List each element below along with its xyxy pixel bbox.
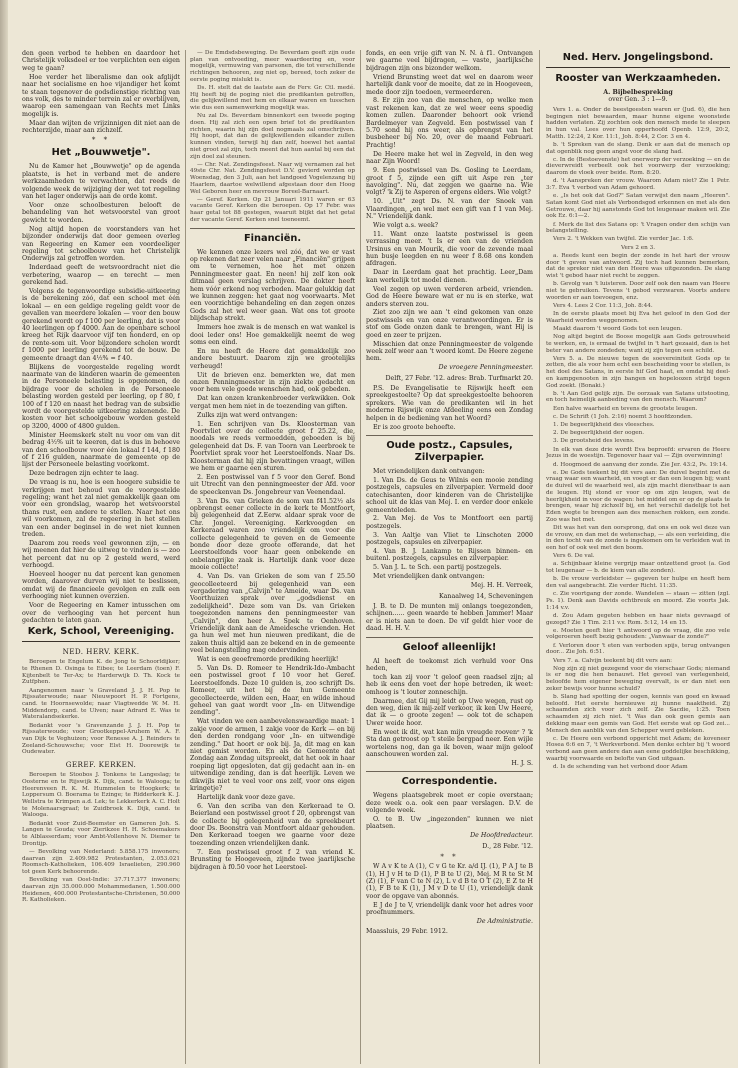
study-note: Maakt daarom 't woord Gods tot een leugen.: [553, 325, 683, 332]
study-note: c. Zie voortgang der zonde. Wandelen — staan — zitten (zgl. Ps. 1). Denk aan Davids echtbreuk en moord. Zie voorts Jak. 1:14 v.v.: [546, 591, 730, 611]
news-item: Nu zal Ds. Beverdam binnenkort een tweede poging doen. Hij zal zich een open brief tot de predikanten richten, waarin hij zijn doel nogmaals zal omschrijven. Hij hoopt, dat dan de gelijkwillenden elkander zullen kunnen vinden, terwijl hij dan zelf, hoewel het aantal niet groot zal zijn, toch meent dat hun aantal bij een dat zijn doel zal steunen.: [190, 113, 355, 160]
study-note: b. Gevolg van 't luisteren. Door zelf ook den naam van Heere niet te gebruiken. Tevens 't gebod verzwaren. Voorts andere woorden er aan toevoegen, enz.: [546, 281, 730, 301]
article-paragraph: 2. Van Mej. de Vos te Montfoort een partij postzegels.: [366, 515, 533, 530]
study-note: b. Slang had spotting der oogen, kennis van goed en kwaad beloofd. Het eerste hernieuwe zij hunne naaktheid. Zij schaamden zich voor zich zelf. Zie Sacdie, 1:25. Toen schaamden zij zich niet. 't Was dan ook geen gemis aan dekking maar een gemis van God. Het eerste wat op God zei... Mensch den aanblik van den Schepper werd gebleken.: [546, 694, 730, 734]
study-note: Vers 2. 't Wekken van twijfel. Zie verder Jac. 1:6.: [553, 236, 694, 243]
article-paragraph: Nog altijd hopen de voorstanders van het bijzonder onderwijs dat door gemeen overleg van Regeering en Kamer een voordeeliger regeling tot schoolbouw van het Christelijk Onderwijs zal getroffen worden.: [22, 225, 180, 263]
study-note: Vers 5. a. De nieuwe tegen de soevereiniteit Gods op te zetten, die als voor hem echt een bescheiding voor te stellen, is het doel des Satans, in eerste hif God haat, en omdat hij deel- en kampgenooten in zijn bangen en hopeloozen strijd tegen God zoekt. (Bonaki.): [546, 355, 730, 389]
study-note: a. Reeds kunt een begin der zonde in het hart der vrouw door 't geven van antwoord. Zij toch had kunnen bemerken, dat de spreker niet van den Heere was uitgezonden. De slang wist 't gebod haar niet recht te zeggen.: [546, 252, 730, 279]
article-paragraph: Voor de Regeering en Kamer intusschen om over de verhooging van het percent hun gedachten te laten gaan.: [22, 602, 180, 624]
article-paragraph: 8. Er zijn zoo van die menschen, op welke men vast rekenen kan, dat ze wel weer eens spoedig komen zullen. Daaronder behoort ook vriend Bardelmeyer van Zegveld. Een postwissel van f 5.70 sond hij ons weer, als opbrengst van het busbeheer bij No. 20, over de maand Februari. Prachtig!: [366, 97, 533, 149]
article-paragraph: Vriend Brunsting weet dat wel en daarom weer hartelijk dank voor de moeite, dat ze in Hoogeveen, mede door zijn toedoen, vermeerderen.: [366, 73, 533, 96]
article-paragraph: 1. Een schrijven van Ds. Kloosterman van Poortvliet over de collecte groot f 25.22, die, noodals we reeds vermoedden, geboeden is bij gelegenheid dat Ds. F. van Toorn van Leerbroek te Poortvliet sprak voor het Leerstoelfonds. Naar Ds. Kloosterman dat hij zijn bevattingen vraagt, willen we hem er gaarne een sturen.: [190, 420, 355, 472]
subheading-geref-kerken: GEREF. KERKEN.: [65, 760, 137, 770]
column-rule: [539, 50, 540, 1064]
separator-stars: * *: [440, 853, 459, 862]
church-news-paragraph: Beroepen te Stoobos J. Tonkens te Langeslag; te Oosterne en te Rijswijk K. Dijk, cand. te Walooga; te Heerenveen R. K. M. Hummelen te Hoogkerk; te Loppersum O. Boerama te Ezinge; te Ridderkerk K. J. Wellstra te Krimpen a.d. Lek; te Lekkerkerk A. C. Holt te Molenaarsgraaf; te Zuidbroek K. Dijk, cand. te Walooga.: [22, 772, 180, 819]
article-paragraph: Hoe verder het liberalisme dan ook afglijdt naar het socialisme en hoe vijandiger het komt te staan tegenover de godsdienstige richting van ons volk, des te minder terrein zal er overblijven, waarop een samengaan van Rechts met Links mogelijk is.: [22, 73, 180, 118]
article-paragraph: Immers hoe zwak is de mensch en wat wankel is dooi leder ons! Hoe gemakkelijk neemt de weg soms een eind.: [190, 324, 355, 346]
article-paragraph: Nu de Kamer het „Bouwwetje" op de agenda plaatste, is het in verband met de andere werkzaamheden te verwachten, dat reeds de volgende week de wijziging der wet tot regeling van het lager onderwijs aan de orde komt.: [22, 163, 180, 201]
study-note: c. De Heere een verbond opgericht met Adam; de koveneer Hosea 6:6 en 7, 't Werkverbond. Men denke echter bij 't woord verbond aan geen andere dan aan eene goddelijke beschikking, waarbij voorwaarde en belofte van God uitgaan.: [546, 735, 730, 762]
article-paragraph: Met vriendelijken dank ontvangen:: [373, 573, 485, 581]
article-paragraph: 3. Van Aaltje van Vliet te Linschoten 2000 postzegels, capsules en zilverpapier.: [366, 531, 533, 547]
signature-address: Kanaalweg 14, Scheveningen: [438, 592, 533, 600]
study-note: e. Moeten geeft hier 't antwoord op de vraag, die zoo vele volgeroeren heeft bezig gehouden: „Vanwaar de zonde?": [546, 627, 730, 641]
article-paragraph: Daar in Leerdam gaat het prachtig. Leer„Dam kan werkelijk tot model dienen.: [366, 269, 533, 284]
article-paragraph: Zulks zijn wat werd ontvangen:: [197, 411, 298, 419]
divider: [366, 637, 533, 638]
article-paragraph: 4. Van B. J. Lankamp te Rijssen binnen- en buitenl. postzegels, capsules en zilverpapier.: [366, 548, 533, 563]
study-note: d. Hoogmoed de aanvang der zonde. Zie Jer. 43:2, Ps. 19:14.: [553, 461, 728, 468]
article-paragraph: 10. „Uit" zegt Ds. N. van der Snoek van Vlaardingen, „en wel met een gift van f 1 van Mej. N." Vriendelijk dank.: [366, 198, 533, 221]
article-paragraph: P.S. De Evangelisatie te Rijswijk heeft een spreekgestoelte? Op dat spreekgestoelte behooren sprekers. Wie van de predikanten wil in het moderne Rijswijk onze Afdeeling eens een Zondag helpen in de bediening van het Woord?: [366, 385, 533, 422]
article-paragraph: Wie volgt a.s. week?: [373, 221, 439, 229]
article-paragraph: 4. Van Ds. van Grieken de som van f 25.50 geocolleeteerd bij gelegenheid van een vergadering van „Calvijn" te Ameide, waar Ds. van Voorthuizen sprak over „godsdienst en zedelijkheid". Deze som van Ds. van Grieken toegezonden namens den penningmeester van „Calvijn", den heer A. Spek te Oenhoven. Vriendelijk dank aan de Ameidesche vrienden. Het ga hun wel met hun nieuwen predikant, die de zaken thuis altijd aan ze bekend en in de gemeente veel belangstelling mag ondervinden.: [190, 573, 355, 655]
study-note: d. Zou Adam gegeten hebben en haar niets gevraagd of gezegd? Zie 1 Tim. 2:11 v.v. Rom. 5:12, 14 en 15.: [546, 612, 730, 626]
article-paragraph: De Heere make het wel in Zegveld, in den weg naar Zijn Woord!: [366, 150, 533, 166]
study-note: In elk van deze drie wordt Eva beproefd: ervaren de Heere Jezus in de woestijn. Tegenover haar val — Zijn overwinning!: [546, 446, 730, 460]
study-note: e. „Is het ook dat God?" Satan verwijst den naam „Heeren". Satan komt God niet als Verbondsgod erkennen en met als den Getrouwe, daar hij aanstonds God tot leugenaar maken wil. Zie ook Ez. 6:1—2.: [546, 193, 730, 220]
article-paragraph: Volgens de tegenwoordige subsidie-uitkeering is de berekening zóó, dat een school met één lokaal — en een geldige regeling geldt voor de gevallen van meerdere lokalen — voor den bouw gerekend wordt op f 100 per leerling, dat is voor 40 leerlingen op f 4000. Aan de openbare school kreeg het Rijk daarvoor vijf ten honderd, en op de rente-som uit. Voor bijzondere scholen wordt f 1000 per leerling gerekend tot de bouw. De gemeente draagt dan 4½% = f 40.: [22, 287, 180, 362]
article-paragraph: 2. Een postwissel van f 5 voor den Geref. Bond uit Utrecht van den penningmeester der Afd. voor de speeckenvan Ds. Jongebreur van Veenendaal.: [190, 473, 355, 496]
divider: [366, 771, 533, 772]
article-paragraph: W A v K te A (1), C v G te Kr. a/d IJ. (1), P A J te B (1), H J v H te D (1), P B te U (2), Mej. M R te St M (Z) (1), F van C te N (2), L v d B te O T (2), E Z te H (1), F B te K (1), J M v D te U (1), vriendelijk dank voor de opgave van abonnés.: [366, 863, 533, 900]
subheading-scripture: over Gen. 3 : 1—9.: [608, 96, 668, 104]
study-note: Vers 7. a. Calvijn teekent bij dit vers aan:: [553, 657, 673, 664]
signature-date: Delft, 27 Febr. '12. adres: Brab. Turfmarkt 20.: [385, 374, 533, 382]
article-paragraph: Wegens plaatsgebrek moet er copie overstaan; deze week o.a. ook een paar verslagen. D.V. de volgende week.: [366, 792, 533, 815]
poem-stanza: Al heeft de toekomst zich verhuld voor Ons heden,: [366, 657, 533, 673]
poem-stanza: toch kan zij voor 't geloof geen raadsel zijn; al heb ik eens den voet der hope betreden, ik weet: omhoog is 't louter zonneschijn.: [366, 673, 533, 696]
article-paragraph: 3. Van Ds. van Grieken de som van f41.52½ als opbrengst eener collecte in de kerk te Montfoort, bij gelegenheid dat Z.Eerw. aldaar sprak voor de Chr. Jongel. Vereeniging. Kerkvoogden en Kerkeraad waren zoo vriendelijk om voor die collecte gelegenheid te geven en de Gemeente bonde door deze groote offerande, dat het Leerstoelfonds voor haar geen onbekende en onbelangrijke zaak is. Hartelijk dank voor deze mooie collecte!: [190, 497, 355, 572]
article-paragraph: fonds, en een vrije gift van N. N. à f1. Ontvangen we gaarne veel bijdragen, — vaste, jaarlijksche bijdragen zijn ons bizonder welkom.: [366, 50, 533, 72]
study-note: 1. De begeerlijkheid des vleesches.: [553, 422, 655, 429]
study-note: d. 't Aanspreken der vrouw. Waarom Adam niet? Zie 1 Petr. 3:7. Eva 't verbod van Adam gehoord.: [546, 178, 730, 192]
article-paragraph: Wat vinden we een aanbevelenswaardige maat: 1 zakje voor de armen, 1 zakje voor de Kerk — en bij den derden rondgang voor „In- en uitwendige zending." Dat hoort er ook bij. Ja, dit mag en kan niet gemist worden. En als de Gemeente dat Zondag aan Zondag uitspreekt, dat het ook in haar roeping ligt opgesloten, dat gij gedacht aan in- en uitwendige zending, dan is dat heerlijk. Leven we dikwijls niet te veel voor ons zelf, voor ons eigen kringetje?: [190, 718, 355, 793]
article-paragraph: De vraag is nu, hoe is een hoogere subsidie te verkrijgen met behoud van de voorgestelde regeling; want het zal niet gemakkelijk gaan om voor een grondslag, waarop het wetsvoorstel thans rust, een andere te stellen. Naar het ons wil voorkomen, zal de regeering in het stellen van een ander beginsel in de wet niet kunnen treden.: [22, 479, 180, 538]
article-paragraph: 5. Van Ds. D. Romeer te Hendrik-Ido-Ambacht een postwissel groot f 10 voor het Geref. Leerstoelfonds. Deze 10 gulden is, zoo schrijft Ds. Romeer, uit het bij de hun Gemeente gecollecteerde, wilden een, Haar, en wilde inhoud geheel van gaat wordt voor „In- en Uitwendige zending".: [190, 665, 355, 717]
article-paragraph: Ziet zoo zijn we aan 't eind gekomen van onze postwissels en van onze verantwoordingen. Er is stof om Gode onzen dank te brengen, want Hij is goed en zeer te prijzen.: [366, 309, 533, 339]
article-paragraph: Deze bedragen zijn echter te laag.: [29, 470, 139, 478]
article-paragraph: den geen verbod te hebben en daardoor het Christelijk volksdeel er toe verplichten een eigen weg te gaan?: [22, 50, 180, 72]
signature: De Hoofdredacteur.: [470, 832, 533, 840]
study-note: Vers 4. Lees 2 Cor. 11:3, Joh. 8:44.: [553, 302, 653, 309]
poem-stanza: Daarmee, dat Gij mij leidt op Uwe wegen, rust op den weg, dien ik mij-zelf verkoor, ik ken Uw Heere, dat ik — o groote zegen! — ook tot de schapen Uwer weide hoor.: [366, 697, 533, 727]
headline-oude-postzegels: Oude postz., Capsules, Zilverpapier.: [386, 440, 513, 463]
article-paragraph: Daarom zou reeds veel gewonnen zijn, — en wij meenen dat hier de uitweg te vinden is — zoo het percent dat nu op 2 gesteld werd, werd verhoogd.: [22, 539, 180, 570]
page-binding-shadow: [0, 0, 8, 1068]
column-2: [190, 50, 355, 1064]
headline-kerk-school-vereeniging: Kerk, School, Vereeniging.: [22, 626, 180, 642]
headline-financien: Financiën.: [243, 232, 302, 244]
study-verse-heading: Vers 2 en 3.: [620, 244, 656, 251]
study-note: f. Verloren door 't eten van verboden spijs, terug ontvangen door... Zie Joh. 6:51.: [546, 642, 730, 656]
divider: [366, 435, 533, 436]
article-paragraph: We kennen onze lezers wel zóó, dat we er vast op rekenen dat zeer velen naar „Financiën" grijpen om te vernemen, hoe het met onzen Penningmeester gaat. En neen! hij zelf kon ook ditmaal geen verslag schrijven. De dokter heeft hem vóór erkend nog verboden. Maar gelukkig dat we kunnen zeggen: het gaat nog voorwaarts. Met een voorzichtige behandeling en dan zegen onzes Gods zal het wel weer gaan. Wat ons tot groote blijdschap strekt.: [190, 248, 355, 323]
signature-date: D., 28 Febr. '12.: [482, 842, 533, 850]
study-note: b. De vrouw verleidster — gegeven ter hulpe en heeft hem den val aangebracht. Zie verder Richt. 11:35.: [546, 576, 730, 590]
study-note: d. Is de schending van het verbond door Adam: [553, 764, 688, 771]
article-paragraph: J. B. te D. De munten mij onlangs toegezonden, schijnen...... geen waarde te hebben Jammer! Maar er is niets aan te doen. De vif geldt hier voor de daad. H. H. V.: [366, 603, 533, 633]
study-note: Nog zijn zij niet gezegend voor de vierschaar Gods; niemand is er nog die hen benauwt. Het gevoel van verlegenheid, beloofde hem eigener beweging overvalt, is er dan niet een zeker bewijs voor hunne schuld?: [546, 665, 730, 692]
news-item: — Geref. Kerken. Op 21 Januari 1911 waren er 63 vacante Geref. Kerken die beroepen. Op 17 Febr. was haar getal tot 88 gestegen, waaruit blijkt dat het getal der vacante Geref. Kerken snel toeneemt.: [190, 196, 355, 223]
signature: De vroegere Penningmeester.: [438, 364, 533, 372]
article-paragraph: Dat kan onzen krankenbroeder verkwikken. Ook vergat men hem niet in de toezending van giften.: [190, 395, 355, 410]
article-paragraph: 5. Van J. L. te Sch. een partij postzegels.: [373, 564, 502, 572]
article-paragraph: 11. Want onze laatste postwissel is geen verrassing meer. 't Is er een van de vrienden Ursinus en van Mourik, die voor de zevende maal hun busje leegden en nu weer f 8.68 ons konden afdragen.: [366, 230, 533, 268]
subheading-bijbelbespreking: A. Bijbelbespreking: [603, 89, 673, 96]
church-news-paragraph: Beroepen te Engelum K. de Jong te Schoorldijker; te Rhenen D. Osinga te Eibee; te Leerdam (toen) F. Kijtenbelt te Ter-Ax; te Harderwijk D. Th. Kock te Zutfphen.: [22, 659, 180, 686]
divider: [190, 228, 355, 229]
study-note: c. In de (Bestoevenste) het onerwerp der verzoeking — en de dieverwreidt verbeelt ook het voorwerp der verzoeking; daarom de vloek over beide. Rom. 8:20.: [546, 156, 730, 177]
signature: De Administratie.: [476, 918, 533, 925]
column-1: [22, 50, 180, 1064]
article-paragraph: Maar dan wijten de vrijzinnigen dit niet aan de rechterzijde, maar aan zichzelf.: [22, 119, 180, 135]
news-item: — De Emdsdsbeweging. De Beverdam geeft zijn oude plan van ontvoeding, meer waardeering en, voor mogelijk, vermuwing van parsonen, die tot verschillende richtingen behooren, zeg niet op, bereed, toch zeker de eerste poging mislukt is.: [190, 50, 355, 83]
study-note: f. Merk de list des Satans op: 't Vragen onder den schijn van belangstelling.: [546, 221, 730, 235]
article-paragraph: Wat is een geoefremorde prediking heerlijk!: [197, 656, 339, 664]
study-note: b. 't Aan God gelijk zijn. De oorzaak van Satans uitstooting, en toch heimelijk aanbeding van den mensch. Waarom?: [546, 390, 730, 404]
study-note: e. De Gods teekent bij dit vers aan: De duivel begint met de vraag waar een waarheid, en voegt er dan een leugen bij; want de duivel wil de waarheid wel, als zijn macht dienstbaar is aan de leugen. Hij stond er voor op om zijn leugen, wat de heerlijkheid in voor de wagen: het middel om er op de plaats te brengen, waar hij zichzelf bij, en het verschil dadelijk tot het Eden wegte te brengen aan des menschen rokken, een zonde. Zoo was het met.: [546, 469, 730, 523]
headline-bouwwetje: Het „Bouwwetje".: [51, 147, 151, 159]
article-paragraph: Misschien dat onze Penningmeester de volgende week zelf weer aan 't woord komt. De Heere zegene hem.: [366, 340, 533, 363]
article-paragraph: 6. Van den scriba van den Kerkeraad te O. Beierland een postwissel groot f 20, opbrengst van de collecte bij gelegenheid van de spreekbeurt door Ds. Boonstra van Montfoort aldaar gehouden. Den Kerkeraad toegen we gaarne voor deze toezending onzen vriendelijken dank.: [190, 802, 355, 847]
article-paragraph: 7. Een postwissel groot f 2 van vriend K. Brunsting te Hoogeveen, zijnde twee jaarlijksche bijdragen à f0.50 voor het Leerstoel-: [190, 848, 355, 871]
signature: Mej. H. H. Verreek,: [470, 582, 533, 590]
column-4: [546, 50, 730, 1064]
study-note: 3. De grootsheid des levens.: [553, 438, 635, 445]
study-note: c. De Schrift (1 Joh. 2:16) noemt 3 hoofdzonden.: [553, 413, 693, 420]
article-paragraph: Hartelijk dank voor deze gave.: [197, 793, 295, 801]
column-3: [366, 50, 533, 1064]
article-paragraph: O. te B. Uw „ingezonden" kunnen we niet plaatsen.: [366, 816, 533, 831]
signature-date: Maassluis, 29 Febr. 1912.: [366, 928, 448, 936]
article-paragraph: Er is zoo groote behoefte.: [373, 423, 456, 431]
article-paragraph: Uit de brieven enz. bemerkten we, dat men onzen Penningmeester in zijn ziekte gedacht en voor hem vele goede wenschen had, ook gebeden.: [190, 371, 355, 394]
church-news-paragraph: Aangenomen naar 's Graveland J. J. H. Pop te Rijssaterwoude; naar Nieuwpoort H. P. Fortgens, cand. te Hoornsewolde; naar Vlagtwedde W. M. H. Middendorp, cand. te Ulven; naar Adrard E. Was te Wateralandsekerke.: [22, 687, 180, 721]
article-paragraph: 9. Een postwissel van Ds. Gosling te Leerdam, groot f 5, zijnde een gift uit Aspe ren „ter navolging". Nu, dat zeggen we gaarne na. Wie volgt? 'k Zij te Asperen of ergens elders. Wie volgt?: [366, 167, 533, 197]
study-note: Een halve waarheid en tevens de grootste leugen.: [553, 405, 698, 412]
article-paragraph: Voor onze schoolbesturen belooft de behandeling van het wetsvoorstel van groot gewicht te worden.: [22, 202, 180, 224]
news-item: — Chr. Nat. Zendingsfeest. Naar wij vernamen zal het 49ste Chr. Nat. Zendingsfeest D.V. gevierd worden op Woensdag, den 3 Juli, aan het landgoed Vogelenzang bij Haarlem, daartoe welwillend afgestaan door den Hoog Wel Geboren heer en mevrouw Boreel-Barnaart.: [190, 161, 355, 195]
study-note: a. Schijnbaar kleine vergrijp maar ontzettend groot (a. God tot leugenaar — b. de kiem van alle zonden).: [546, 561, 730, 575]
study-note: Vers 1. a. Onder de beestgeesten waren er (Jud. 6), die hen begingen niet bewaarden, maar hunne eigene woonstede hadden verlaten. Zij zochten ook den mensch mede te sleepen in hun val. Lees over hun opperhoofd Openb. 12:9, 20:2, Matth. 12:24, 2 Kor. 11:1, Joh. 8:44, 2 Cor. 3 en 4.: [546, 106, 730, 140]
subheading-ned-herv-kerk: NED. HERV. KERK.: [62, 647, 140, 657]
study-note: b. 't Spreken van de slang. Denk er aan dat de mensch op dat ogenblik nog geen angst voor de slang had.: [546, 141, 730, 155]
article-paragraph: Minister Heemskerk stelt nu voor om van dit bedrag 4½% uit te keeren, dat is dus in behoeve van den schoolbouw voor één lokaal f 144, f 180 of f 216 gulden, naarmate de gemeente op de lijst der Personeele belasting voorkomt.: [22, 431, 180, 469]
statistics-paragraph: — Bevolking van Nederland: 5.858.175 inwoners; daarvan zijn 2.409.982 Protestanten, 2.053.021 Roomsch-Katholieken, 106.409 Israelieten, 290.960 tot geen Kerk behoorende.: [22, 848, 180, 876]
study-note: Nog altijd begint de Boose mogelijk aan Gods getrouwheid te werken, en, is ermaal de twijfel in 't hart gezaaid, dan is het beter van andere zondeden; want zij zijn tegen een schild.: [546, 334, 730, 354]
column-rule: [360, 50, 361, 1064]
headline-rooster: Rooster van Werkzaamheden.: [555, 73, 721, 84]
article-paragraph: Hoeveel hooger nu dat percent kan genomen worden, daarover durven wij niet te beslissen, omdat wij de financieele gevolgen en zulk een verhooging niet kunnen overzien.: [22, 571, 180, 601]
study-note: Vers 6. De val.: [553, 553, 595, 560]
church-news-paragraph: Bedankt voor 's Gravenzande J. J. H. Pop te Rijssaterwoude; voor Grootkeppel-Aruhem W. A. F. van Dijk te Veghuizen; voor Renesse A. J. Reinders te Zeeland-Schouwsche; voor Elst H. Doorewijk te Oudewater.: [22, 722, 180, 756]
article-paragraph: Blijkens de voorgestelde regeling wordt naarmate van de kinderen waarin de gemeenten in de Personeele belasting is opgenomen, de bijdrage voor de scholen in de Personeele belasting worden gesteld per leerling, op f 80, f 100 of f 120 en naast het bedrag van de subsidie wordt de voorgestelde uitkeering zakenende. De kosten voor het schoolgebouw worden gesteld op 3200, 4000 of 4800 gulden.: [22, 363, 180, 430]
church-news-paragraph: Bedankt voor Zuid-Beemster en Gameren Joh. S. Langen te Gouda; voor Zierikzee H. H. Schoemakers te Alblasserdam; voor Ambt-Vollenhove N. Diemer te Drontijp.: [22, 820, 180, 847]
headline-correspondentie: Correspondentie.: [401, 776, 498, 788]
headline-geloof-alleenlijk: Geloof alleenlijk!: [402, 641, 497, 653]
article-paragraph: E J de J te V, vriendelijk dank voor het adres voor proefnummers.: [366, 901, 533, 917]
column-rule: [185, 50, 186, 1064]
study-note: In de eerste plaats moet bij Eva het geloof in den God der Waarheid worden weggenomen.: [546, 311, 730, 324]
poem-stanza: En weet ik dit, wat kan mijn vreugde roovenᵉ ? 'k Sta dan getroost op 't steile bergpad neer. Een wijle wortelens nog, dan ga ik boven, waar mijn geloof aanschouwen worden zal.: [366, 728, 533, 758]
study-note: Dit was het van den oorsprong, dat ons en ook wel deze van de vrouw, en dan met de wetenschap, — als een verleiding, die in den tocht van de zonde is ingekomen om te verleiden wat in een hof of ook wel met den boom.: [546, 524, 730, 551]
separator-stars: * *: [91, 136, 111, 145]
study-note: 2. De begeerlijkheid der oogen.: [553, 430, 645, 437]
article-paragraph: En nu heeft de Heere dat gemakkelijk zoo andere bestuurt. Daarom zijn we grootelijks verheugd!: [190, 347, 355, 370]
article-paragraph: Met vriendelijken dank ontvangen:: [373, 468, 485, 475]
news-item: Ds. H. stelt dat de laatste aan de Ferv. Gr. Ctl. medé. Hij heeft bij de poging niet die predikanten getroffen, die gelijkwillend met hem en elkaar waren en tusschen wie dus een samenwerking mogelijk was.: [190, 85, 355, 112]
headline-ned-herv-jongelingsbond: Ned. Herv. Jongelingsbond.: [546, 52, 730, 68]
article-paragraph: Inderdaad geeft de wetsvoordracht niet die verbetering, waarop — en terecht — men gerekend had.: [22, 264, 180, 287]
article-paragraph: Veel zegen op uwen verderen arbeid, vrienden. God de Heere beware wat er nu is en sterke, wat anders sterven zou.: [366, 285, 533, 308]
statistics-paragraph: Bevolking van Oost-Indie: 37.717.377 inwoners; daarvan zijn 35.000.000 Mohammedanen, 1.500.000 Heidenen, 400.000 Protestantsche-Christenen, 50.000 R. Katholieken.: [22, 877, 180, 904]
signature: H. J. S.: [511, 759, 533, 767]
article-paragraph: 1. Van Ds. de Geus te Wilnis een mooie zending postzegels, capsules en zilverpapier. Vermeld door catechisanten, door kinderen van de Christelijke school uit de klas van Mej. I. en verder door enkele gemeenteleden.: [366, 476, 533, 514]
